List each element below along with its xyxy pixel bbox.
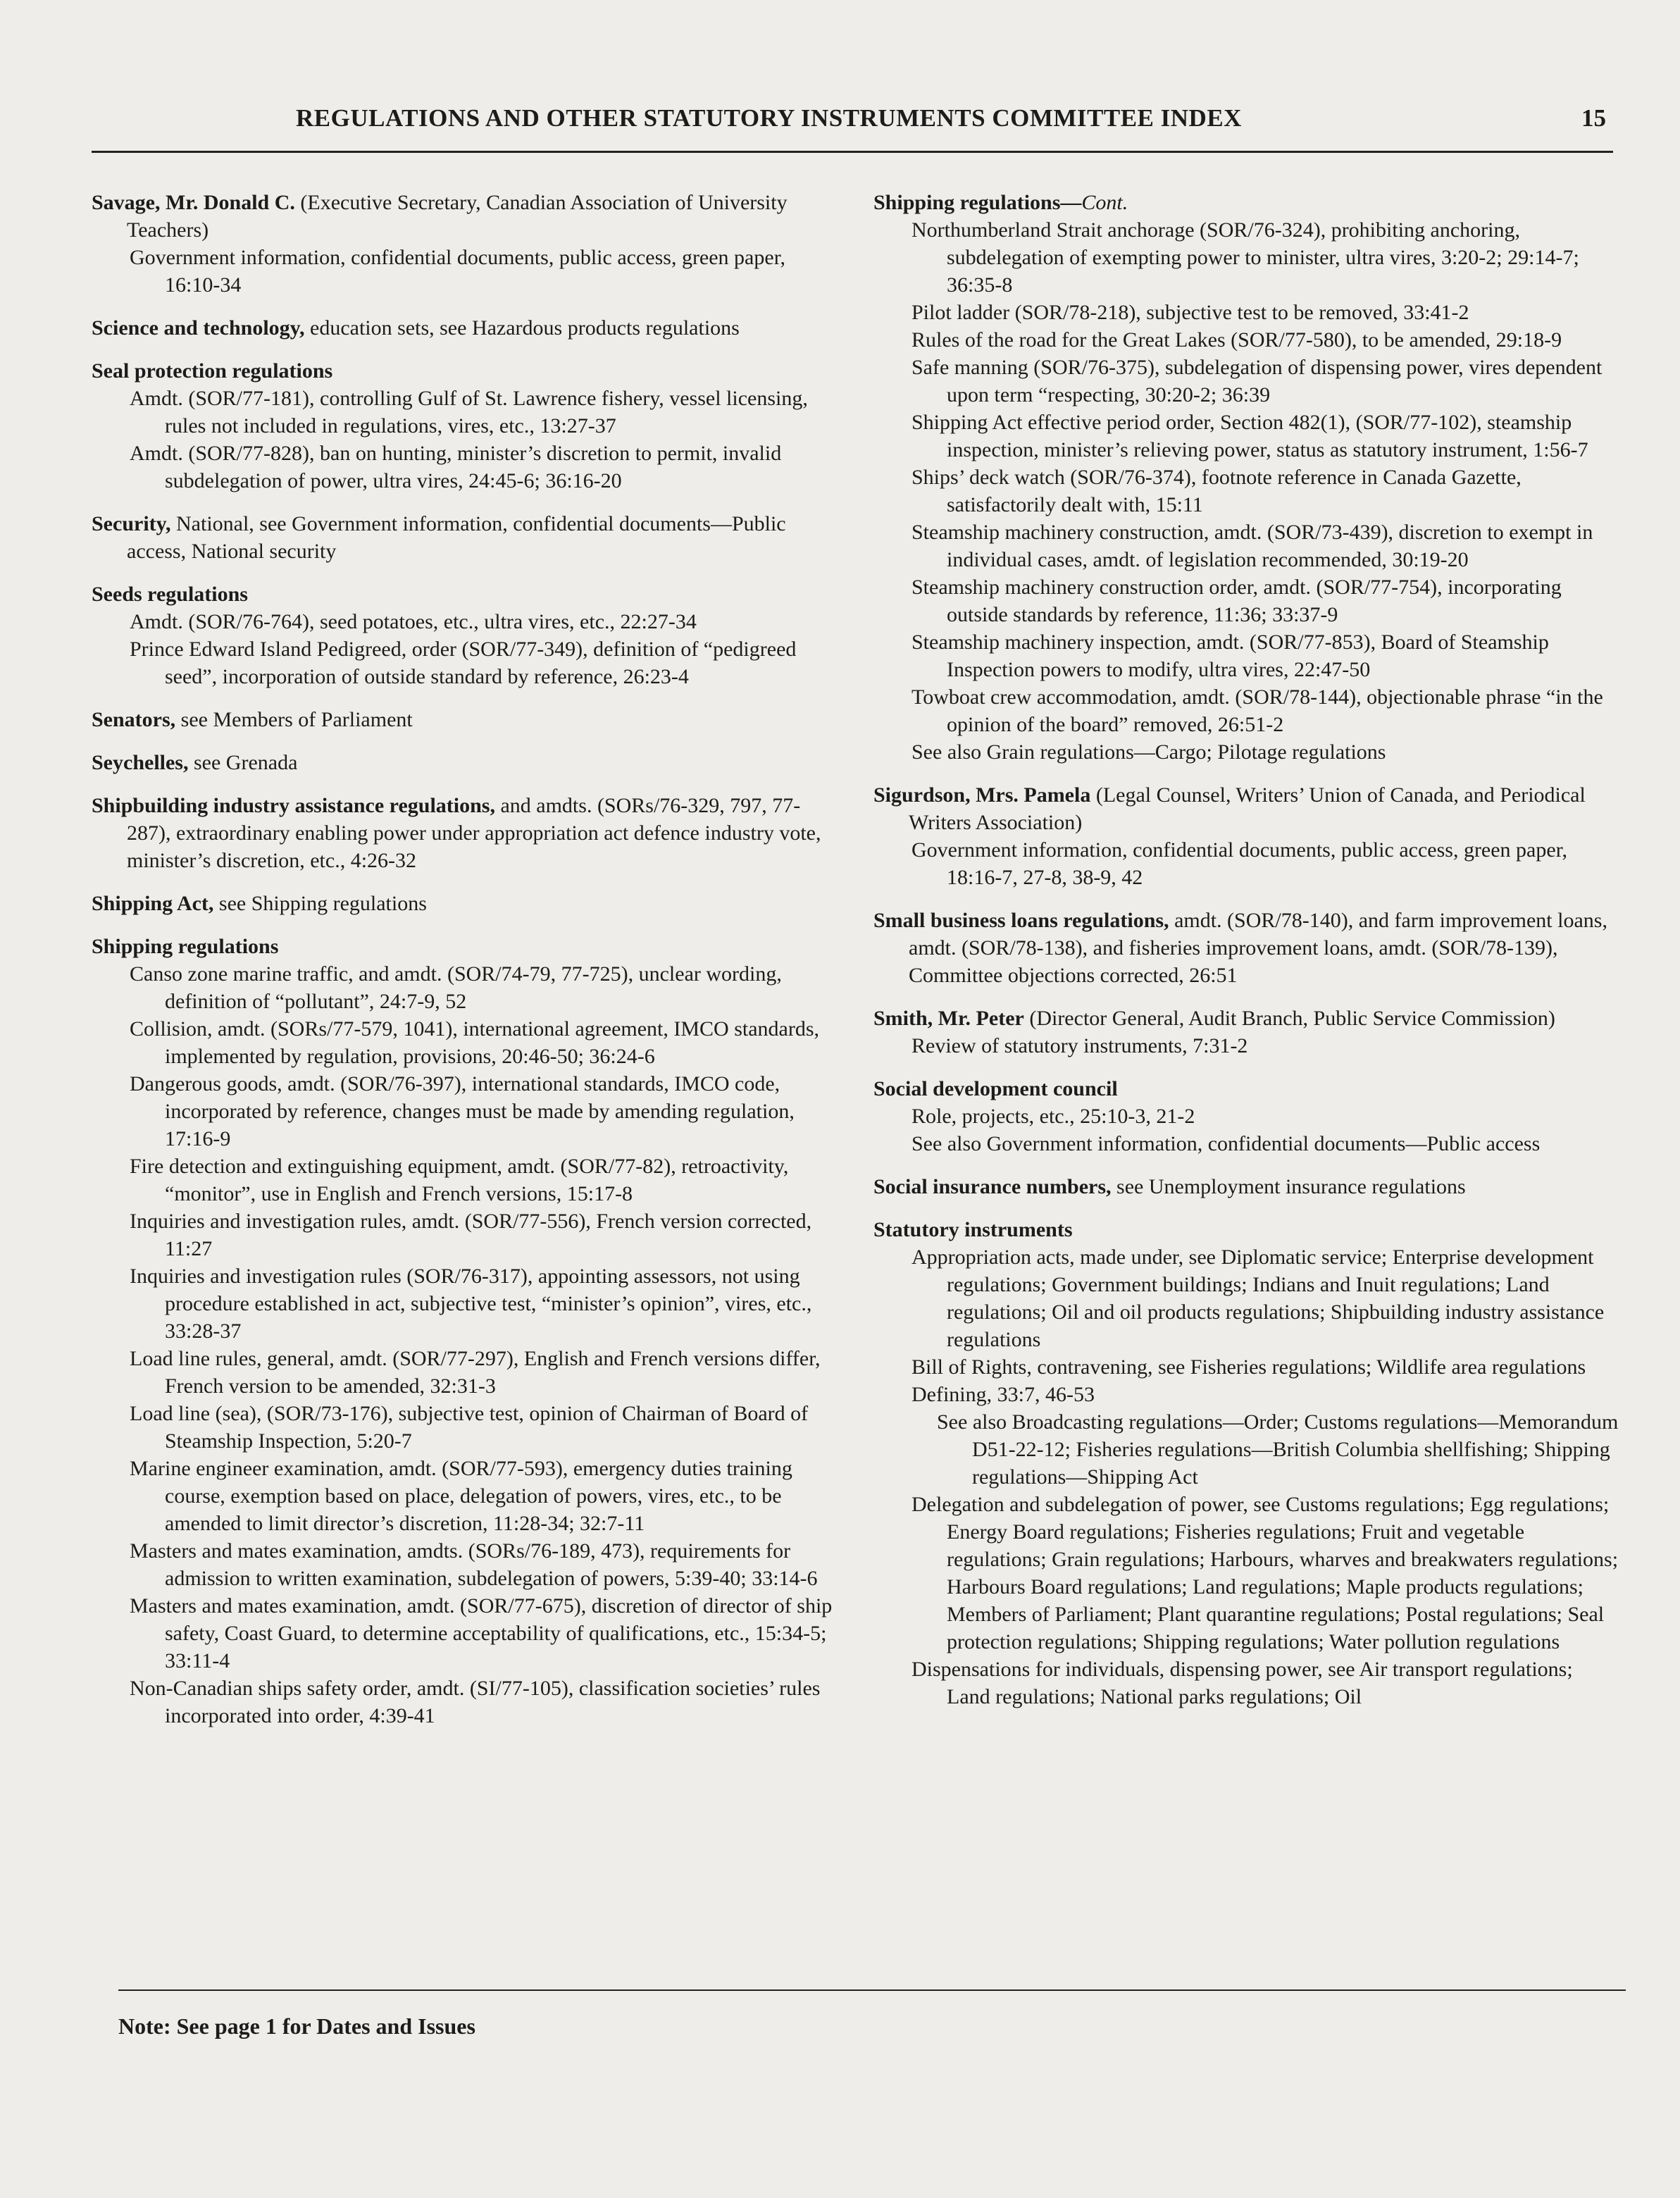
entry-heading (92, 933, 838, 960)
entry-heading (92, 749, 838, 776)
index-entry (92, 357, 838, 495)
entry-term: Sigurdson, Mrs. Pamela (873, 783, 1091, 807)
entry-text: (Director General, Audit Branch, Public Service Commission) (1023, 1007, 1555, 1030)
entry-subitem: Steamship machinery construction order, amdt. (SOR/77-754), incorporating outside standards by reference, 11:36; 33:37-9 (911, 576, 1562, 626)
entry-subitem: Amdt. (SOR/77-181), controlling Gulf of St. Lawrence fishery, vessel licensing, rules not included in regulations, vires, etc., 13:27-37 (130, 387, 808, 437)
entry-subitem: Amdt. (SOR/77-828), ban on hunting, minister’s discretion to permit, invalid subdelegation of power, ultra vires, 24:45-6; 36:16-20 (130, 442, 782, 492)
index-entry (92, 706, 838, 733)
index-entry (873, 907, 1620, 989)
index-entry (92, 580, 838, 690)
page-number: 15 (1581, 104, 1606, 132)
entry-heading (873, 781, 1620, 836)
entry-text: National, see Government information, confidential documents—Public access, National security (127, 512, 786, 563)
entry-term: Savage, Mr. Donald C. (92, 191, 295, 214)
entry-subitem: Load line (sea), (SOR/73-176), subjective test, opinion of Chairman of Board of Steamship Inspection, 5:20-7 (130, 1402, 809, 1453)
entry-term: Shipping Act, (92, 892, 214, 915)
entry-subitem: Rules of the road for the Great Lakes (SOR/77-580), to be amended, 29:18-9 (911, 328, 1562, 352)
entry-subitem: Safe manning (SOR/76-375), subdelegation of dispensing power, vires dependent upon term “respecting, 30:20-2; 36:39 (911, 356, 1603, 406)
entry-heading (873, 1216, 1620, 1243)
entry-term: Shipping regulations— (873, 191, 1082, 214)
entry-term: Seal protection regulations (92, 359, 333, 383)
entry-text: (Legal Counsel, Writers’ Union of Canada, and Periodical Writers Association) (909, 783, 1586, 834)
page-title: REGULATIONS AND OTHER STATUTORY INSTRUMENTS COMMITTEE INDEX (296, 104, 1242, 132)
entry-heading (873, 907, 1620, 989)
entry-heading (873, 1173, 1620, 1200)
entry-text: see Grenada (188, 751, 298, 774)
entry-text: amdt. (SOR/78-140), and farm improvement loans, amdt. (SOR/78-138), and fisheries improvement loans, amdt. (SOR/78-139), Committee objections corrected, 26:51 (909, 909, 1607, 987)
entry-text: see Members of Parliament (175, 708, 413, 731)
entry-term: Shipbuilding industry assistance regulations, (92, 794, 495, 817)
entry-subitem: Role, projects, etc., 25:10-3, 21-2 (911, 1105, 1195, 1128)
entry-term: Social insurance numbers, (873, 1175, 1112, 1198)
entry-subitem: Inquiries and investigation rules, amdt. (SOR/77-556), French version corrected, 11:27 (130, 1210, 812, 1260)
entry-subitem: Review of statutory instruments, 7:31-2 (911, 1034, 1248, 1057)
entry-heading (92, 189, 838, 244)
entry-subitem: Pilot ladder (SOR/78-218), subjective test to be removed, 33:41-2 (911, 301, 1469, 324)
index-entry (873, 781, 1620, 891)
footnote: Note: See page 1 for Dates and Issues (118, 2013, 475, 2039)
entry-subitem: Shipping Act effective period order, Section 482(1), (SOR/77-102), steamship inspection, minister’s relieving power, status as statutory instrument, 1:56-7 (911, 411, 1588, 461)
entry-subitem: Delegation and subdelegation of power, see Customs regulations; Egg regulations; Energy Board regulations; Fisheries regulations; Fruit and vegetable regulations; Grain regulations; Harbours, wharves and breakwaters regulations; Harbours Board regulations; Land regulations; Maple products regulations; Members of Parliament; Plant quarantine regulations; Postal regulations; Seal protection regulations; Shipping regulations; Water pollution regulations (911, 1493, 1619, 1653)
header-rule (92, 151, 1613, 153)
entry-term: Science and technology, (92, 316, 305, 340)
entry-subitem: Inquiries and investigation rules (SOR/76-317), appointing assessors, not using procedure established in act, subjective test, “minister’s opinion”, vires, etc., 33:28-37 (130, 1265, 812, 1343)
entry-subitem: Masters and mates examination, amdt. (SOR/77-675), discretion of director of ship safety, Coast Guard, to determine acceptability of qualifications, etc., 15:34-5; 33:11-4 (130, 1594, 833, 1672)
entry-term: Security, (92, 512, 171, 535)
index-entry (873, 1075, 1620, 1157)
entry-heading (92, 314, 838, 342)
entry-heading (92, 792, 838, 874)
index-entry (92, 510, 838, 565)
entry-subitem: Amdt. (SOR/76-764), seed potatoes, etc., ultra vires, etc., 22:27-34 (130, 610, 697, 633)
entry-subitem: Fire detection and extinguishing equipment, amdt. (SOR/77-82), retroactivity, “monitor”, use in English and French versions, 15:17-8 (130, 1155, 789, 1205)
entry-heading (873, 1075, 1620, 1103)
index-entry (873, 189, 1620, 766)
entry-text: and amdts. (SORs/76-329, 797, 77-287), extraordinary enabling power under appropriation act defence industry vote, minister’s discretion, etc., 4:26-32 (127, 794, 821, 872)
entry-text: see Shipping regulations (213, 892, 427, 915)
index-entry (92, 890, 838, 917)
entry-subitem: Prince Edward Island Pedigreed, order (SOR/77-349), definition of “pedigreed seed”, incorporation of outside standard by reference, 26:23-4 (130, 638, 797, 688)
entry-term: Small business loans regulations, (873, 909, 1169, 932)
entry-term: Shipping regulations (92, 935, 279, 958)
index-entry (873, 1216, 1620, 1710)
entry-term: Senators, (92, 708, 176, 731)
entry-heading (92, 580, 838, 608)
entry-heading (873, 1005, 1620, 1032)
entry-term: Social development council (873, 1077, 1118, 1100)
entry-subitem: Appropriation acts, made under, see Diplomatic service; Enterprise development regulations; Government buildings; Indians and Inuit regulations; Land regulations; Oil and oil products regulations; Shipbuilding industry assistance regulations (911, 1246, 1605, 1351)
entry-text: education sets, see Hazardous products regulations (304, 316, 740, 340)
entry-subitem: Defining, 33:7, 46-53 (911, 1383, 1095, 1406)
entry-heading (92, 890, 838, 917)
entry-text: see Unemployment insurance regulations (1111, 1175, 1466, 1198)
entry-subitem: Northumberland Strait anchorage (SOR/76-324), prohibiting anchoring, subdelegation of exempting power to minister, ultra vires, 3:20-2; 29:14-7; 36:35-8 (911, 218, 1579, 297)
entry-subitem: See also Grain regulations—Cargo; Pilotage regulations (911, 740, 1386, 764)
entry-subitem: Collision, amdt. (SORs/77-579, 1041), international agreement, IMCO standards, implemented by regulation, provisions, 20:46-50; 36:24-6 (130, 1017, 820, 1068)
index-entry (92, 749, 838, 776)
entry-heading (92, 510, 838, 565)
entry-subitem: Towboat crew accommodation, amdt. (SOR/78-144), objectionable phrase “in the opinion of the board” removed, 26:51-2 (911, 685, 1603, 736)
entry-subitem: Non-Canadian ships safety order, amdt. (SI/77-105), classification societies’ rules incorporated into order, 4:39-41 (130, 1677, 821, 1727)
index-entry (92, 189, 838, 299)
entry-subitem: Marine engineer examination, amdt. (SOR/77-593), emergency duties training course, exemption based on place, delegation of powers, vires, etc., to be amended to limit director’s discretion, 11:28-34; 32:7-11 (130, 1457, 792, 1535)
entry-heading (92, 706, 838, 733)
entry-heading (873, 189, 1620, 216)
entry-term: Seeds regulations (92, 583, 248, 606)
entry-subitem: Government information, confidential documents, public access, green paper, 18:16-7, 27-8, 38-9, 42 (911, 838, 1567, 889)
footer-rule (118, 1989, 1626, 1991)
entry-text: (Executive Secretary, Canadian Association of University Teachers) (127, 191, 788, 242)
entry-subitem: Dispensations for individuals, dispensing power, see Air transport regulations; Land regulations; National parks regulations; Oil (911, 1658, 1573, 1708)
entry-subitem: Bill of Rights, contravening, see Fisheries regulations; Wildlife area regulations (911, 1355, 1586, 1379)
entry-subitem: Steamship machinery construction, amdt. (SOR/73-439), discretion to exempt in individual cases, amdt. of legislation recommended, 30:19-20 (911, 521, 1593, 571)
entry-subitem: Load line rules, general, amdt. (SOR/77-297), English and French versions differ, French version to be amended, 32:31-3 (130, 1347, 821, 1398)
index-entry (92, 314, 838, 342)
right-column (873, 189, 1620, 1726)
entry-subitem: Masters and mates examination, amdts. (SORs/76-189, 473), requirements for admission to written examination, subdelegation of powers, 5:39-40; 33:14-6 (130, 1539, 818, 1590)
entry-subitem: Government information, confidential documents, public access, green paper, 16:10-34 (130, 246, 785, 297)
entry-text: Cont. (1081, 191, 1128, 214)
index-entry (92, 792, 838, 874)
index-entry (92, 933, 838, 1730)
entry-term: Statutory instruments (873, 1218, 1073, 1241)
entry-subitem: Dangerous goods, amdt. (SOR/76-397), international standards, IMCO code, incorporated by reference, changes must be made by amending regulation, 17:16-9 (130, 1072, 795, 1150)
entry-subitem: See also Government information, confidential documents—Public access (911, 1132, 1541, 1155)
entry-subitem: Canso zone marine traffic, and amdt. (SOR/74-79, 77-725), unclear wording, definition of “pollutant”, 24:7-9, 52 (130, 962, 782, 1013)
entry-subitem: Ships’ deck watch (SOR/76-374), footnote reference in Canada Gazette, satisfactorily dealt with, 15:11 (911, 466, 1522, 516)
index-entry (873, 1005, 1620, 1060)
left-column (92, 189, 838, 1745)
entry-heading (92, 357, 838, 385)
index-entry (873, 1173, 1620, 1200)
entry-subitem: Steamship machinery inspection, amdt. (SOR/77-853), Board of Steamship Inspection powers to modify, ultra vires, 22:47-50 (911, 631, 1549, 681)
entry-term: Smith, Mr. Peter (873, 1007, 1024, 1030)
entry-subitem: See also Broadcasting regulations—Order; Customs regulations—Memorandum D51-22-12; Fisheries regulations—British Columbia shellfishing; Shipping regulations—Shipping Act (937, 1410, 1619, 1489)
entry-term: Seychelles, (92, 751, 189, 774)
